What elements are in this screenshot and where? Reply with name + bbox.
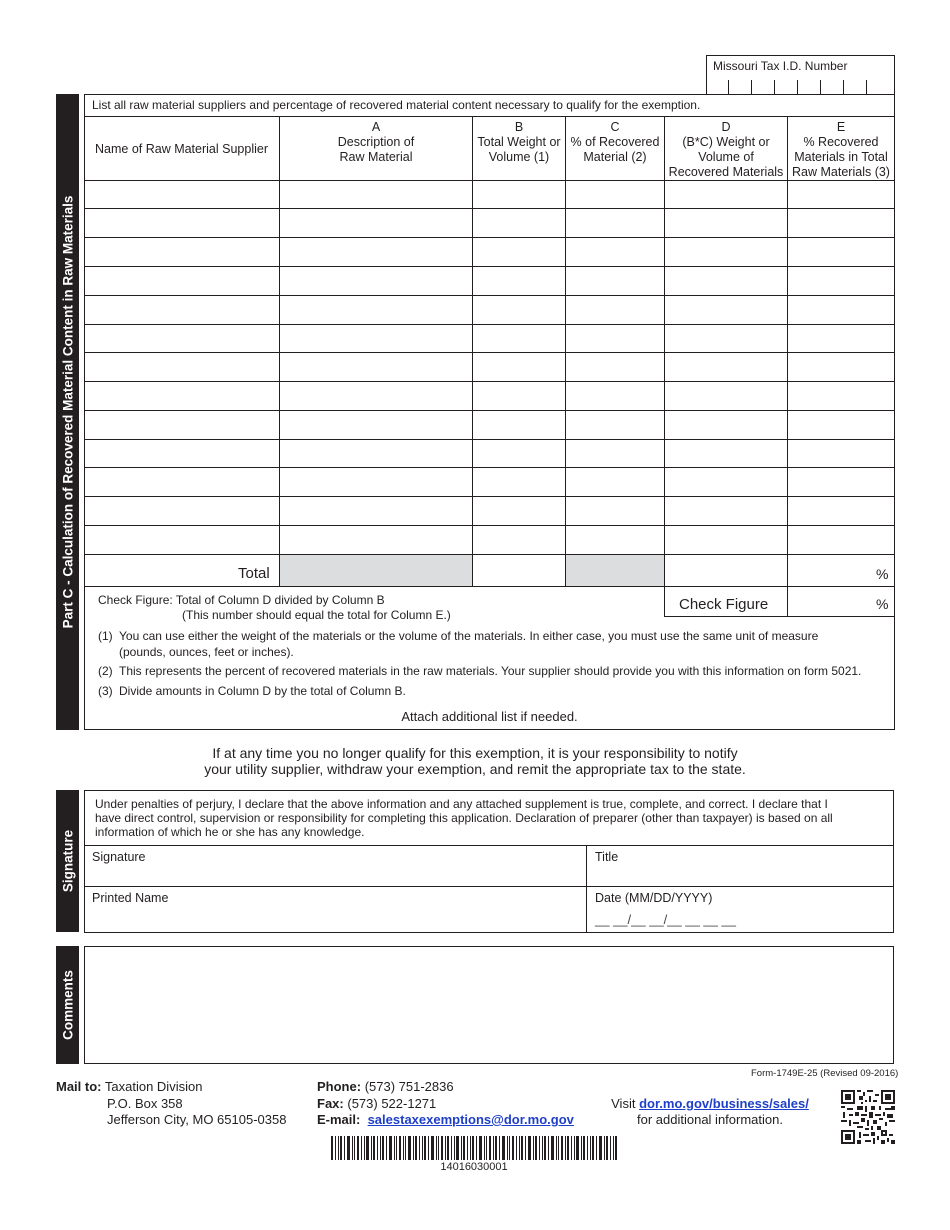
date-placeholder: __ __/__ __/__ __ __ __: [595, 912, 736, 927]
phone-label: Phone:: [317, 1079, 362, 1094]
total-column-a-shaded: [280, 555, 472, 586]
header-b-letter: B: [514, 120, 524, 134]
perjury-declaration-line3: information of which he or she has any knowledge.: [95, 825, 365, 839]
perjury-declaration-line1: Under penalties of perjury, I declare that the above information and any attached supplement is true, complete, and correct. I declare that I: [95, 797, 828, 811]
tax-id-label: Missouri Tax I.D. Number: [713, 59, 848, 73]
exemption-notice: [84, 745, 866, 777]
header-a-label1: Description of: [337, 135, 415, 149]
mail-to-label: Mail to:: [56, 1079, 102, 1094]
comments-sidebar-title: Comments: [60, 970, 75, 1040]
header-d-label3: Recovered Materials: [668, 165, 784, 179]
part-c-sidebar-title: Part C - Calculation of Recovered Material Content in Raw Materials: [60, 195, 75, 629]
exemption-notice-line2: your utility supplier, withdraw your exemption, and remit the appropriate tax to the state.: [204, 761, 746, 777]
tax-id-digit-field[interactable]: [706, 80, 895, 94]
email-label: E-mail:: [317, 1112, 361, 1127]
header-c-label1: % of Recovered: [570, 135, 660, 149]
part-c-instruction: List all raw material suppliers and percentage of recovered material content necessary to qualify for the exemption.: [92, 98, 701, 112]
header-d-label1: (B*C) Weight or: [682, 135, 770, 149]
signature-label: Signature: [92, 850, 146, 864]
mailing-address: [56, 1079, 286, 1129]
perjury-declaration-line2: have direct control, supervision or responsibility for completing this application. Declaration of preparer (other than taxpayer) is based on all: [95, 811, 833, 825]
header-d-label2: Volume of: [698, 150, 754, 164]
note-3-number: (3): [98, 684, 113, 698]
note-3-text: Divide amounts in Column D by the total of Column B.: [119, 684, 406, 698]
header-column-e: [788, 120, 894, 180]
visit-suffix: for additional information.: [637, 1112, 783, 1127]
fax-label: Fax:: [317, 1095, 344, 1111]
barcode-number: 14016030001: [440, 1161, 508, 1173]
header-c-letter: C: [610, 120, 620, 134]
note-2-number: (2): [98, 664, 113, 678]
note-1-number: (1): [98, 629, 113, 643]
column-a-entry-rows[interactable]: [280, 181, 472, 554]
column-d-entry-rows[interactable]: [665, 181, 787, 554]
title-label: Title: [595, 850, 619, 864]
signature-sidebar-title: Signature: [60, 829, 75, 893]
note-2-text: This represents the percent of recovered materials in the raw materials. Your supplier should provide you with this information on form 5021.: [119, 664, 862, 678]
header-a-letter: A: [371, 120, 381, 134]
header-column-d: [665, 120, 787, 180]
supplier-entry-rows[interactable]: [85, 181, 279, 554]
total-label: Total: [238, 565, 270, 582]
comments-field[interactable]: [84, 946, 894, 1064]
total-percent-symbol: %: [876, 566, 889, 582]
mail-line2: P.O. Box 358: [107, 1095, 183, 1111]
header-column-a: [280, 120, 472, 165]
mail-line1: Taxation Division: [104, 1079, 203, 1094]
perjury-declaration: [95, 797, 885, 839]
header-d-letter: D: [721, 120, 731, 134]
barcode: [331, 1136, 617, 1160]
website-info: [600, 1096, 820, 1128]
header-supplier: Name of Raw Material Supplier: [95, 142, 268, 156]
column-e-entry-rows[interactable]: [788, 181, 894, 554]
header-e-letter: E: [836, 120, 846, 134]
header-e-label3: Raw Materials (3): [792, 165, 890, 179]
signature-field[interactable]: [85, 846, 586, 886]
printed-name-label: Printed Name: [92, 891, 169, 905]
header-e-label2: Materials in Total: [794, 150, 888, 164]
check-figure-percent-symbol: %: [876, 596, 889, 612]
visit-prefix: Visit: [611, 1096, 636, 1111]
note-1: [98, 628, 113, 644]
contact-info: [317, 1079, 574, 1129]
note-1-line2: (pounds, ounces, feet or inches).: [119, 645, 294, 659]
total-column-c-shaded: [566, 555, 664, 586]
title-field[interactable]: [587, 846, 893, 886]
email-link[interactable]: salestaxexemptions@dor.mo.gov: [367, 1112, 574, 1127]
form-number: Form-1749E-25 (Revised 09-2016): [751, 1068, 899, 1079]
comments-sidebar: [56, 946, 79, 1064]
header-column-c: [566, 120, 664, 165]
note-1-text: [119, 628, 889, 660]
check-figure-text1: Check Figure: Total of Column D divided by Column B: [98, 593, 385, 607]
column-c-entry-rows[interactable]: [566, 181, 664, 554]
header-b-label2: Volume (1): [488, 150, 550, 164]
header-a-label2: Raw Material: [339, 150, 413, 164]
mail-line3: Jefferson City, MO 65105-0358: [107, 1112, 287, 1127]
total-column-d-field[interactable]: [665, 555, 787, 586]
website-link[interactable]: dor.mo.gov/business/sales/: [639, 1096, 809, 1111]
column-b-entry-rows[interactable]: [473, 181, 565, 554]
check-figure-text2: (This number should equal the total for Column E.): [182, 608, 451, 622]
total-column-b-field[interactable]: [473, 555, 565, 586]
header-column-b: [473, 120, 565, 165]
exemption-notice-line1: If at any time you no longer qualify for this exemption, it is your responsibility to notify: [212, 745, 738, 761]
attach-note: Attach additional list if needed.: [401, 709, 578, 724]
part-c-sidebar: [56, 94, 79, 730]
date-field[interactable]: [587, 887, 893, 932]
printed-name-field[interactable]: [85, 887, 586, 932]
header-e-label1: % Recovered: [803, 135, 879, 149]
note-1-line1: You can use either the weight of the materials or the volume of the materials. In either case, you must use the same unit of measure: [119, 629, 819, 643]
date-label: Date (MM/DD/YYYY): [595, 891, 713, 905]
fax-number: (573) 522-1271: [347, 1095, 437, 1111]
header-b-label1: Total Weight or: [477, 135, 561, 149]
header-c-label2: Material (2): [583, 150, 647, 164]
check-figure-label: Check Figure: [679, 596, 769, 613]
signature-sidebar: [56, 790, 79, 932]
phone-number: (573) 751-2836: [364, 1079, 454, 1094]
qr-code: [841, 1090, 895, 1144]
